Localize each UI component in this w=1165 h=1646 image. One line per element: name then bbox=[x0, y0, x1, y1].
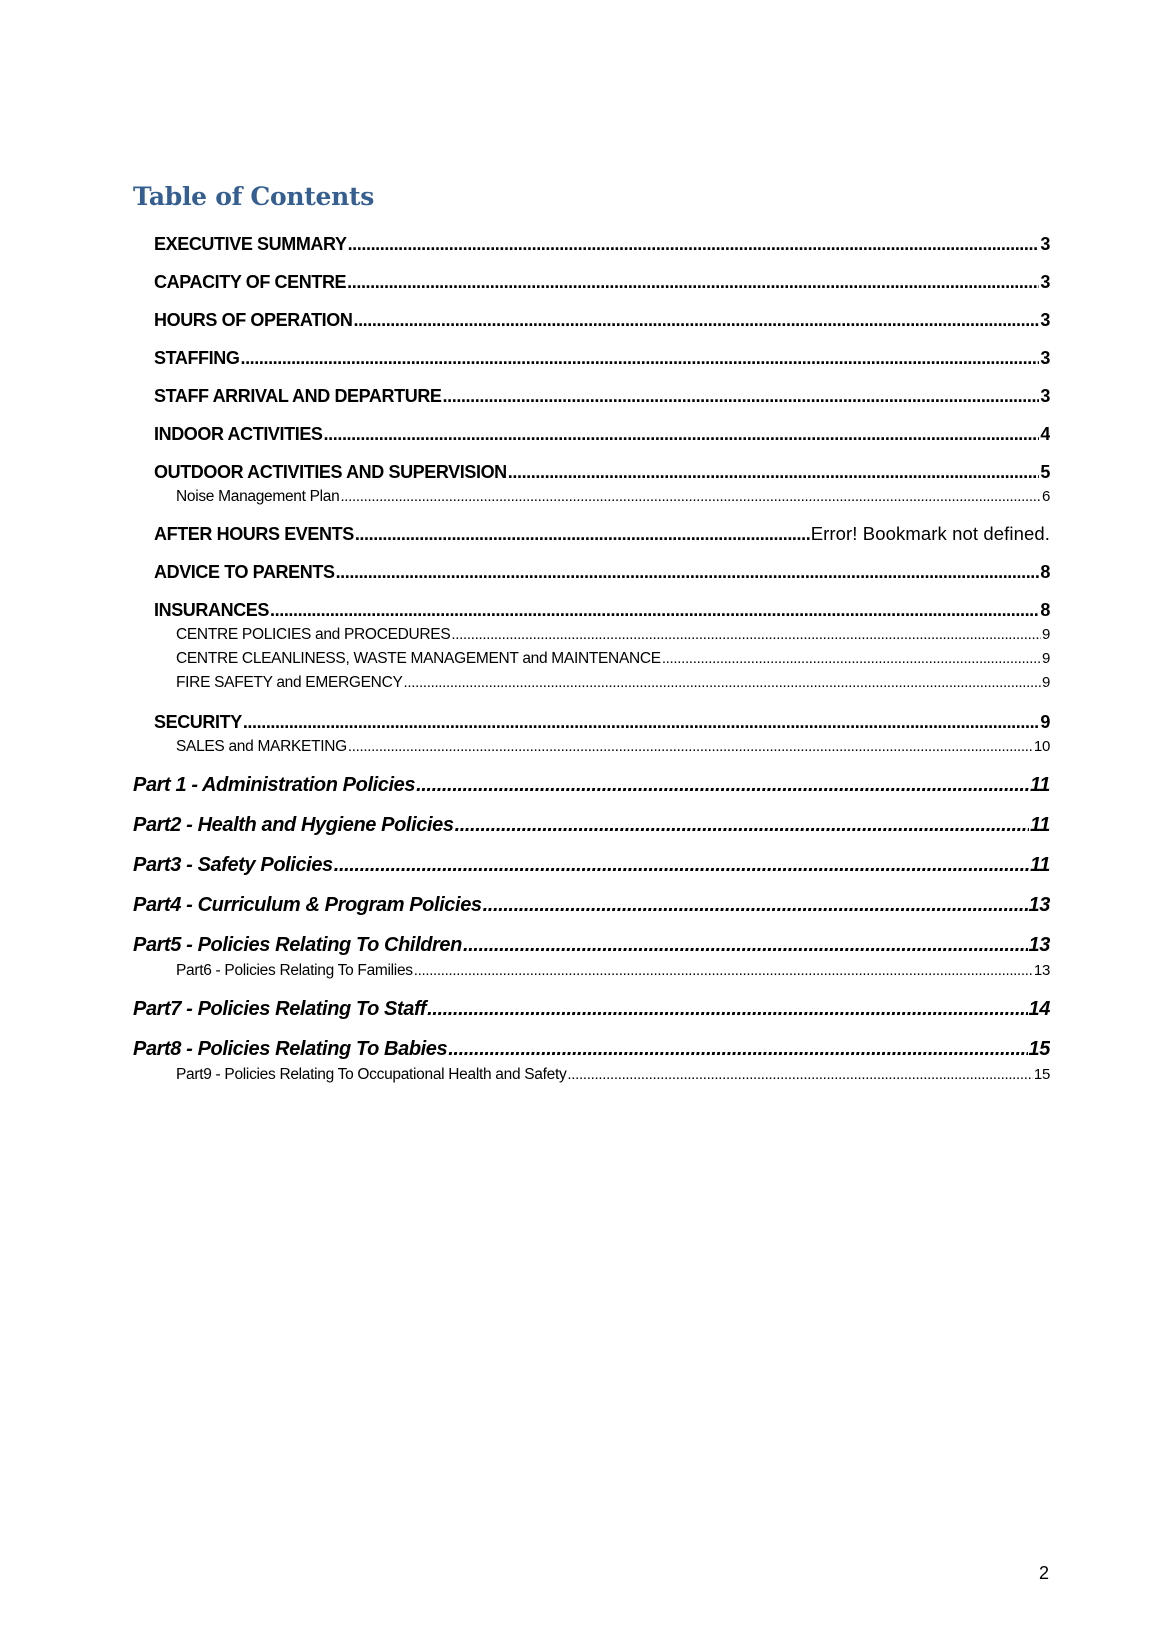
toc-entry-capacity-of-centre[interactable] bbox=[154, 270, 1050, 294]
dot-leader bbox=[508, 460, 1040, 484]
dot-leader bbox=[340, 486, 1041, 508]
toc-entry-insurances[interactable] bbox=[154, 598, 1050, 622]
toc-entry-page: 11 bbox=[1030, 774, 1050, 796]
toc-entry-page: 6 bbox=[1041, 488, 1050, 505]
toc-entry-after-hours-events[interactable] bbox=[154, 522, 1050, 546]
toc-entry-label: Part5 - Policies Relating To Children bbox=[133, 934, 462, 956]
dot-leader bbox=[348, 736, 1033, 758]
toc-entry-label: CAPACITY OF CENTRE bbox=[154, 272, 347, 292]
toc-entry-part-8[interactable] bbox=[133, 1035, 1050, 1063]
toc-entry-label: CENTRE CLEANLINESS, WASTE MANAGEMENT and MAINTENANCE bbox=[176, 650, 661, 667]
toc-entry-page: 11 bbox=[1030, 814, 1050, 836]
toc-entry-staff-arrival-and-departure[interactable] bbox=[154, 384, 1050, 408]
toc-entry-page-error: Error! Bookmark not defined. bbox=[810, 523, 1050, 544]
toc-entry-hours-of-operation[interactable] bbox=[154, 308, 1050, 332]
dot-leader bbox=[240, 346, 1039, 370]
toc-entry-page: 3 bbox=[1040, 234, 1050, 254]
dot-leader bbox=[334, 851, 1029, 879]
toc-entry-page: 5 bbox=[1040, 462, 1050, 482]
toc-entry-label: Part 1 - Administration Policies bbox=[133, 774, 416, 796]
toc-entry-label: INSURANCES bbox=[154, 600, 270, 620]
toc-entry-sales-and-marketing[interactable] bbox=[176, 736, 1050, 758]
toc-entry-part-7[interactable] bbox=[133, 995, 1050, 1023]
toc-entry-page: 13 bbox=[1028, 934, 1050, 956]
dot-leader bbox=[662, 648, 1041, 670]
dot-leader bbox=[483, 891, 1028, 919]
toc-entry-label: Part9 - Policies Relating To Occupational Health and Safety bbox=[176, 1066, 567, 1083]
toc-entry-indoor-activities[interactable] bbox=[154, 422, 1050, 446]
toc-entry-label: EXECUTIVE SUMMARY bbox=[154, 234, 347, 254]
toc-entry-page: 13 bbox=[1033, 962, 1050, 979]
toc-entry-page: 3 bbox=[1040, 272, 1050, 292]
toc-entry-label: Part4 - Curriculum & Program Policies bbox=[133, 894, 482, 916]
toc-entry-page: 10 bbox=[1033, 738, 1050, 755]
toc-entry-label: ADVICE TO PARENTS bbox=[154, 562, 335, 582]
toc-entry-label: Part6 - Policies Relating To Families bbox=[176, 962, 413, 979]
toc-entry-executive-summary[interactable] bbox=[154, 232, 1050, 256]
toc-entry-label: OUTDOOR ACTIVITIES AND SUPERVISION bbox=[154, 462, 507, 482]
toc-entry-part-1[interactable] bbox=[133, 771, 1050, 799]
dot-leader bbox=[347, 270, 1039, 294]
toc-entry-label: STAFFING bbox=[154, 348, 240, 368]
dot-leader bbox=[455, 811, 1029, 839]
toc-entry-page: 9 bbox=[1041, 674, 1050, 691]
toc-entry-label: INDOOR ACTIVITIES bbox=[154, 424, 323, 444]
toc-entry-label: SECURITY bbox=[154, 712, 242, 732]
toc-entry-security[interactable] bbox=[154, 710, 1050, 734]
toc-entry-part-5[interactable] bbox=[133, 931, 1050, 959]
dot-leader bbox=[463, 931, 1028, 959]
toc-entry-page: 3 bbox=[1040, 310, 1050, 330]
toc-entry-label: CENTRE POLICIES and PROCEDURES bbox=[176, 626, 451, 643]
toc-entry-label: Part7 - Policies Relating To Staff bbox=[133, 998, 427, 1020]
toc-entry-centre-cleanliness[interactable] bbox=[176, 648, 1050, 670]
toc-entry-page: 3 bbox=[1040, 348, 1050, 368]
dot-leader bbox=[353, 308, 1039, 332]
dot-leader bbox=[451, 624, 1041, 646]
toc-entry-page: 11 bbox=[1030, 854, 1050, 876]
dot-leader bbox=[567, 1064, 1032, 1086]
toc-entry-label: AFTER HOURS EVENTS bbox=[154, 524, 354, 544]
dot-leader bbox=[336, 560, 1040, 584]
page-number: 2 bbox=[1038, 1563, 1049, 1583]
toc-entry-part-6[interactable] bbox=[176, 960, 1050, 982]
toc-entry-staffing[interactable] bbox=[154, 346, 1050, 370]
toc-entry-page: 15 bbox=[1033, 1066, 1050, 1083]
toc-entry-page: 9 bbox=[1041, 650, 1050, 667]
toc-entry-label: STAFF ARRIVAL AND DEPARTURE bbox=[154, 386, 442, 406]
toc-entry-label: SALES and MARKETING bbox=[176, 738, 347, 755]
toc-entry-page: 15 bbox=[1028, 1038, 1050, 1060]
toc-entry-page: 9 bbox=[1040, 712, 1050, 732]
toc-entry-page: 9 bbox=[1041, 626, 1050, 643]
dot-leader bbox=[414, 960, 1033, 982]
toc-entry-fire-safety-and-emergency[interactable] bbox=[176, 672, 1050, 694]
dot-leader bbox=[270, 598, 1039, 622]
toc-entry-page: 14 bbox=[1028, 998, 1050, 1020]
toc-entry-label: HOURS OF OPERATION bbox=[154, 310, 353, 330]
dot-leader bbox=[243, 710, 1040, 734]
toc-entry-label: Part8 - Policies Relating To Babies bbox=[133, 1038, 448, 1060]
toc-entry-label: FIRE SAFETY and EMERGENCY bbox=[176, 674, 403, 691]
toc-entry-part-2[interactable] bbox=[133, 811, 1050, 839]
toc-title: Table of Contents bbox=[133, 182, 375, 211]
toc-entry-page: 4 bbox=[1040, 424, 1050, 444]
toc-entry-centre-policies-and-procedures[interactable] bbox=[176, 624, 1050, 646]
toc-entry-noise-management-plan[interactable] bbox=[176, 486, 1050, 508]
dot-leader bbox=[355, 522, 810, 546]
dot-leader bbox=[448, 1035, 1027, 1063]
toc-entry-part-3[interactable] bbox=[133, 851, 1050, 879]
dot-leader bbox=[324, 422, 1040, 446]
dot-leader bbox=[416, 771, 1029, 799]
toc-entry-label: Noise Management Plan bbox=[176, 488, 340, 505]
dot-leader bbox=[443, 384, 1040, 408]
toc-entry-page: 8 bbox=[1040, 562, 1050, 582]
toc-entry-page: 3 bbox=[1040, 386, 1050, 406]
dot-leader bbox=[427, 995, 1027, 1023]
toc-entry-page: 8 bbox=[1040, 600, 1050, 620]
dot-leader bbox=[404, 672, 1041, 694]
dot-leader bbox=[348, 232, 1040, 256]
toc-entry-outdoor-activities-and-supervision[interactable] bbox=[154, 460, 1050, 484]
toc-entry-page: 13 bbox=[1028, 894, 1050, 916]
toc-entry-label: Part3 - Safety Policies bbox=[133, 854, 333, 876]
toc-entry-part-9[interactable] bbox=[176, 1064, 1050, 1086]
toc-entry-advice-to-parents[interactable] bbox=[154, 560, 1050, 584]
toc-entry-part-4[interactable] bbox=[133, 891, 1050, 919]
toc-entry-label: Part2 - Health and Hygiene Policies bbox=[133, 814, 454, 836]
